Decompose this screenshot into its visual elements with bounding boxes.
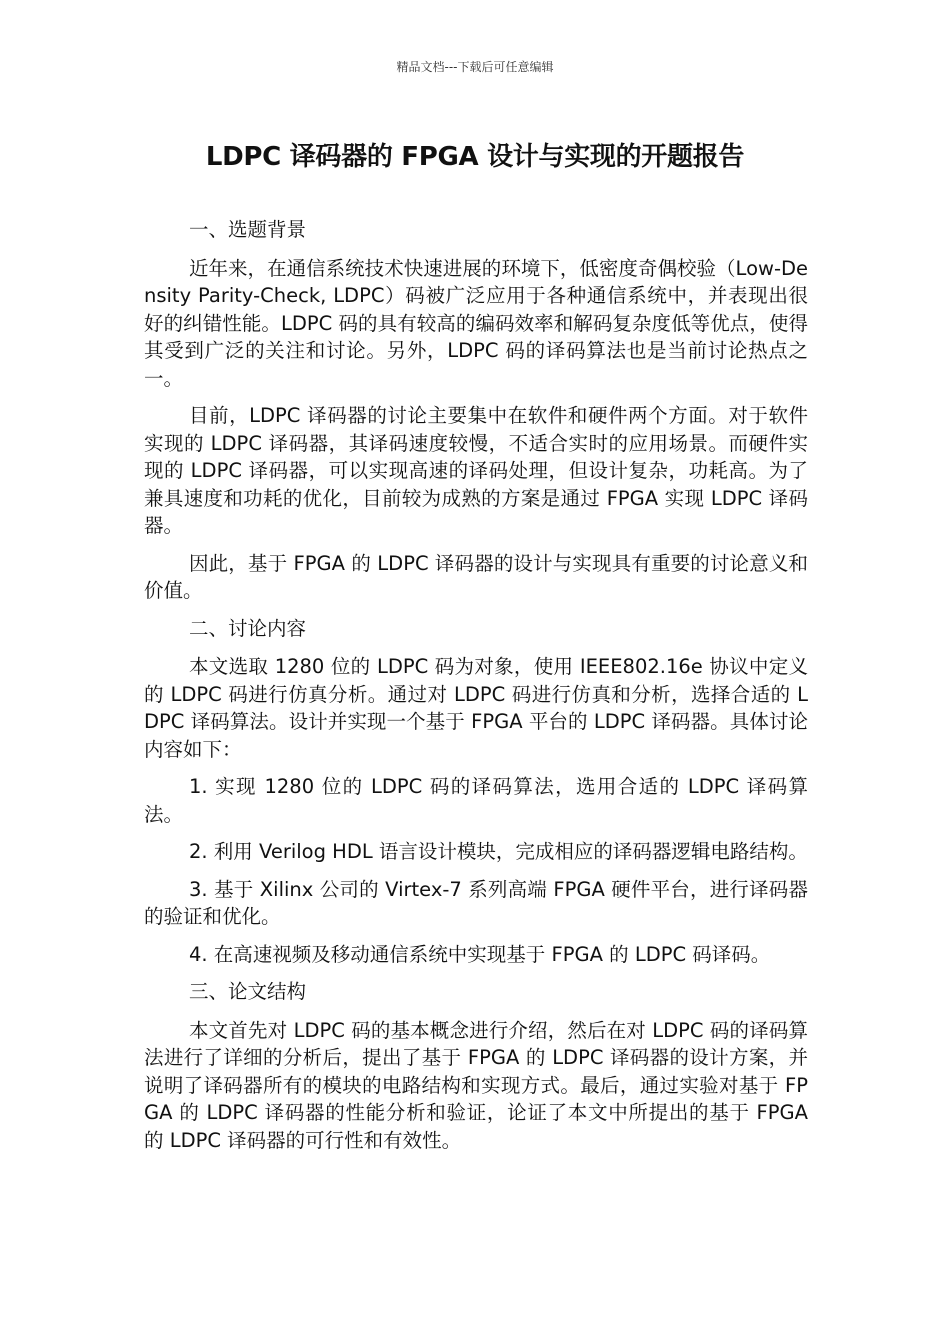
paragraph-background-2: 目前，LDPC 译码器的讨论主要集中在软件和硬件两个方面。对于软件实现的 LDPC 译码器，其译码速度较慢，不适合实时的应用场景。而硬件实现的 LDPC 译码器，可以实现高速的译码处理，但设计复杂，功耗高。为了兼具速度和功耗的优化，目前较为成熟的方案是通过 FPGA 实现 LDPC 译码器。 — [144, 404, 808, 537]
list-item-3: 3. 基于 Xilinx 公司的 Virtex-7 系列高端 FPGA 硬件平台，进行译码器的验证和优化。 — [144, 877, 808, 928]
document-title: LDPC 译码器的 FPGA 设计与实现的开题报告 — [205, 142, 745, 172]
paragraph-background-3: 因此，基于 FPGA 的 LDPC 译码器的设计与实现具有重要的讨论意义和价值。 — [144, 551, 808, 602]
list-item-1: 1. 实现 1280 位的 LDPC 码的译码算法，选用合适的 LDPC 译码算法。 — [144, 775, 808, 826]
document-body — [144, 216, 808, 1164]
paragraph-content-intro: 本文选取 1280 位的 LDPC 码为对象，使用 IEEE802.16e 协议中定义的 LDPC 码进行仿真分析。通过对 LDPC 码进行仿真和分析，选择合适的 LDPC 译码算法。设计并实现一个基于 FPGA 平台的 LDPC 译码器。具体讨论内容如下： — [144, 655, 808, 761]
section-heading-structure: 三、论文结构 — [189, 980, 307, 1003]
section-heading-content: 二、讨论内容 — [189, 616, 307, 640]
list-item-4: 4. 在高速视频及移动通信系统中实现基于 FPGA 的 LDPC 码译码。 — [189, 942, 771, 966]
section-heading-background: 一、选题背景 — [189, 218, 307, 241]
paragraph-background-1: 近年来，在通信系统技术快速进展的环境下，低密度奇偶校验（Low-Density Parity-Check, LDPC）码被广泛应用于各种通信系统中，并表现出很好的纠错性能。LDPC 码的具有较高的编码效率和解码复杂度低等优点，使得其受到广泛的关注和讨论。另外，LDPC 码的译码算法也是当前讨论热点之一。 — [144, 256, 808, 390]
page-header: 精品文档---下载后可任意编辑 — [396, 60, 554, 74]
paragraph-structure: 本文首先对 LDPC 码的基本概念进行介绍，然后在对 LDPC 码的译码算法进行了详细的分析后，提出了基于 FPGA 的 LDPC 译码器的设计方案，并说明了译码器所有的模块的电路结构和实现方式。最后，通过实验对基于 FPGA 的 LDPC 译码器的性能分析和验证，论证了本文中所提出的基于 FPGA 的 LDPC 译码器的可行性和有效性。 — [144, 1018, 808, 1152]
list-item-2: 2. 利用 Verilog HDL 语言设计模块，完成相应的译码器逻辑电路结构。 — [189, 840, 808, 863]
